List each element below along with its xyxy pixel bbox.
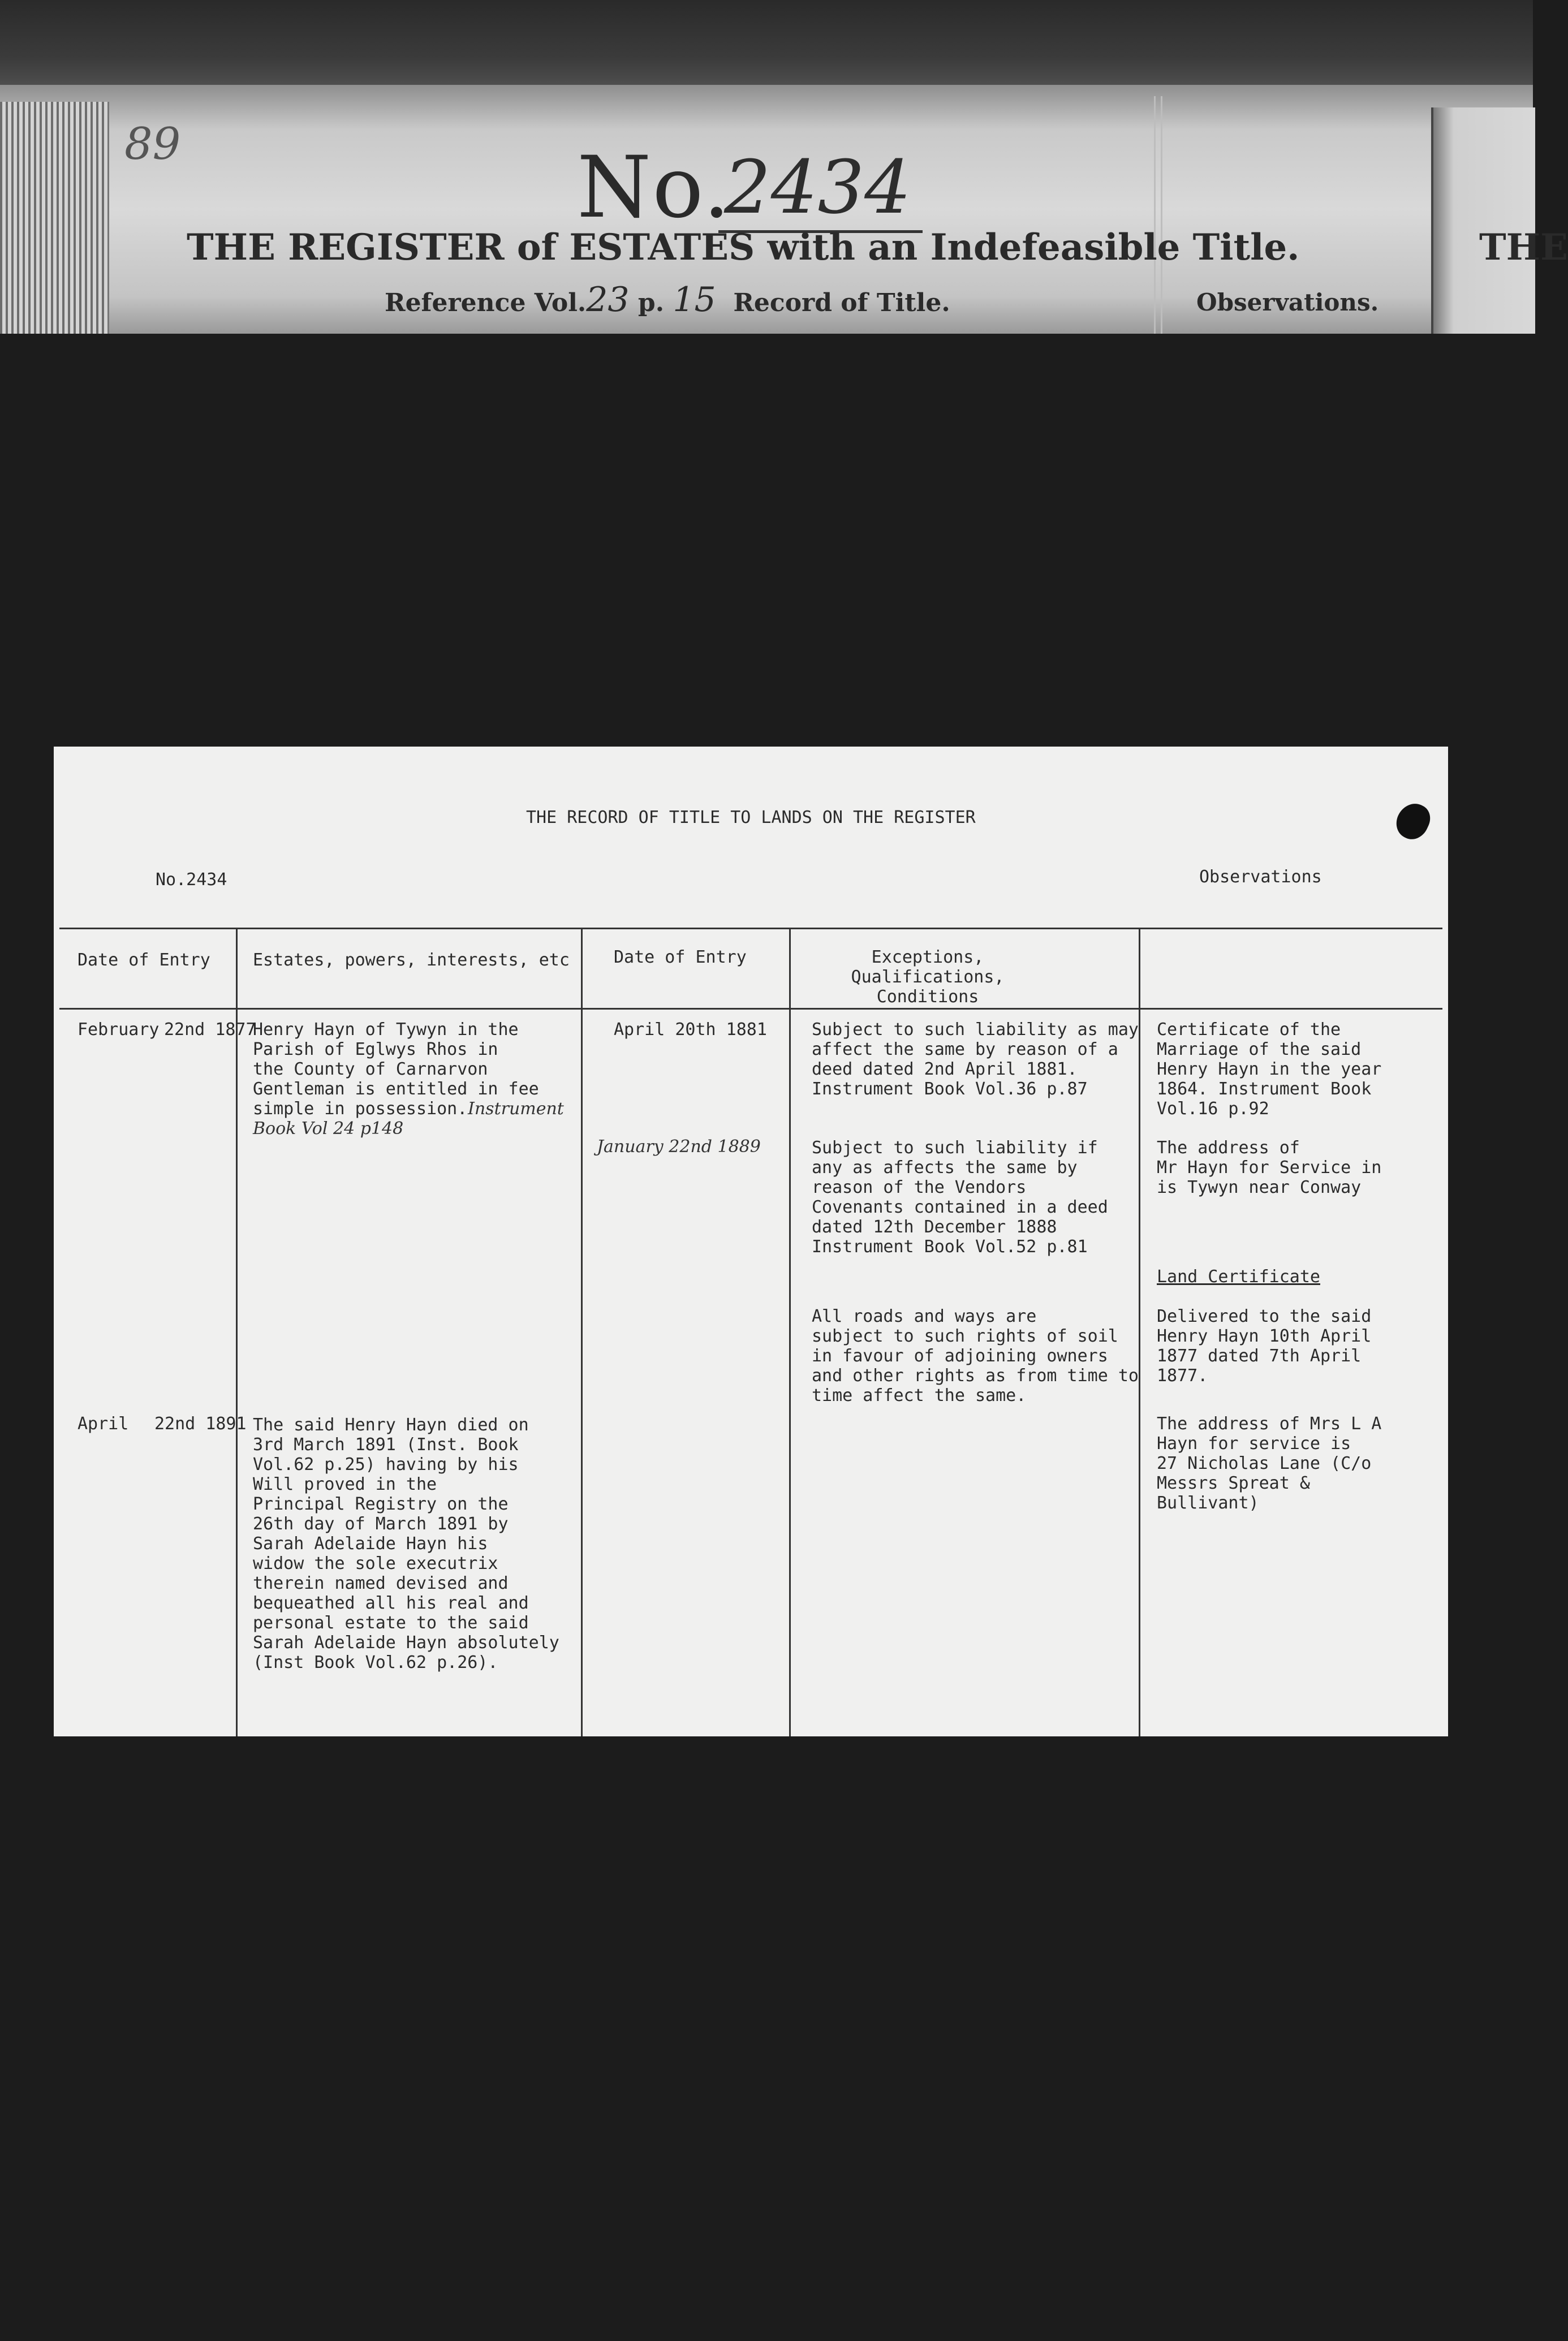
exception-2-date-handwritten: January 22nd 1889 <box>597 1137 761 1157</box>
ledger-page-edges <box>0 102 109 334</box>
land-certificate-heading: Land Certificate <box>1157 1267 1320 1287</box>
ledger-column-rule <box>1161 96 1162 334</box>
column-rule <box>789 928 791 1736</box>
ledger-number-handwritten: 2434 <box>718 144 923 233</box>
reference-label: Reference Vol. <box>385 288 587 317</box>
entry-1-day-year: 22nd 1877 <box>164 1020 256 1040</box>
sheet-number: No.2434 <box>156 870 227 890</box>
record-of-title-label: Record of Title. <box>733 288 950 317</box>
land-certificate-text: Delivered to the said Henry Hayn 10th April 1877 dated 7th April 1877. <box>1157 1307 1372 1386</box>
ledger-header-strip <box>0 85 1568 334</box>
column-rule <box>1139 928 1140 1736</box>
ledger-top-shadow <box>0 0 1533 96</box>
reference-page-handwritten: 15 <box>673 280 716 320</box>
page-label: p. <box>637 288 665 317</box>
record-of-title-sheet <box>54 747 1448 1736</box>
table-header-rule <box>59 1008 1442 1010</box>
ledger-column-rule <box>1154 96 1156 334</box>
ledger-title: THE REGISTER of ESTATES with an Indefeasible Title. <box>187 226 1300 269</box>
entry-1-handwritten-line: Instrument <box>468 1099 564 1119</box>
table-top-rule <box>59 928 1442 929</box>
exception-1-date: April 20th 1881 <box>614 1020 767 1040</box>
ledger-number-prefix: No. <box>577 139 731 237</box>
ledger-next-page-fragment: THE <box>1479 226 1568 269</box>
entry-2-estate-text: The said Henry Hayn died on 3rd March 1891 (Inst. Book Vol.62 p.25) having by his Will proved in the Principal Registry on the 26th day of March 1891 by Sarah Adelaide Hayn his widow the sole executrix therein named devised and bequeathed all his real and personal estate to the said Sarah Adelaide Hayn absolutely (Inst Book Vol.62 p.26). <box>253 1415 559 1672</box>
exception-3-text: All roads and ways are subject to such rights of soil in favour of adjoining owners and other rights as from time to time affect the same. <box>812 1307 1139 1406</box>
column-rule <box>581 928 583 1736</box>
column-rule <box>236 928 238 1736</box>
header-estates: Estates, powers, interests, etc <box>253 950 570 970</box>
header-date-of-entry: Date of Entry <box>77 950 210 970</box>
exception-1-text: Subject to such liability as may affect the same by reason of a deed dated 2nd April 1881. Instrument Book Vol.36 p.87 <box>812 1020 1139 1099</box>
ledger-folio-number: 89 <box>124 119 181 170</box>
entry-2-month: April <box>77 1414 129 1434</box>
entry-1-month: February <box>77 1020 160 1040</box>
observation-mrs-hayn-address: The address of Mrs L A Hayn for service is 27 Nicholas Lane (C/o Messrs Spreat & Bullivant) <box>1157 1414 1382 1513</box>
header-exceptions: Exceptions, Qualifications, Conditions <box>851 947 1005 1007</box>
ledger-observations-label: Observations. <box>1196 288 1379 316</box>
observation-marriage-certificate: Certificate of the Marriage of the said Henry Hayn in the year 1864. Instrument Book Vol.16 p.92 <box>1157 1020 1382 1119</box>
sheet-observations-heading: Observations <box>1199 867 1322 887</box>
sheet-title: THE RECORD OF TITLE TO LANDS ON THE REGISTER <box>526 808 976 827</box>
ledger-next-page <box>1431 107 1535 334</box>
exception-2-text: Subject to such liability if any as affects the same by reason of the Vendors Covenants contained in a deed dated 12th December 1888 Instrument Book Vol.52 p.81 <box>812 1138 1108 1257</box>
observation-address-for-service: The address of Mr Hayn for Service in is Tywyn near Conway <box>1157 1138 1382 1197</box>
entry-1-estate-handwritten <box>253 1099 570 1139</box>
entry-1-estate-text: Henry Hayn of Tywyn in the Parish of Eglwys Rhos in the County of Carnarvon Gentleman is entitled in fee simple in possession. <box>253 1020 539 1119</box>
entry-1-handwritten-line: Book Vol 24 p148 <box>253 1119 404 1139</box>
reference-vol-handwritten: 23 <box>586 280 630 320</box>
header-date-of-entry-2: Date of Entry <box>614 947 747 967</box>
ink-blot <box>1391 798 1435 844</box>
ledger-reference <box>385 280 950 320</box>
entry-2-day-year: 22nd 1891 <box>154 1414 247 1434</box>
